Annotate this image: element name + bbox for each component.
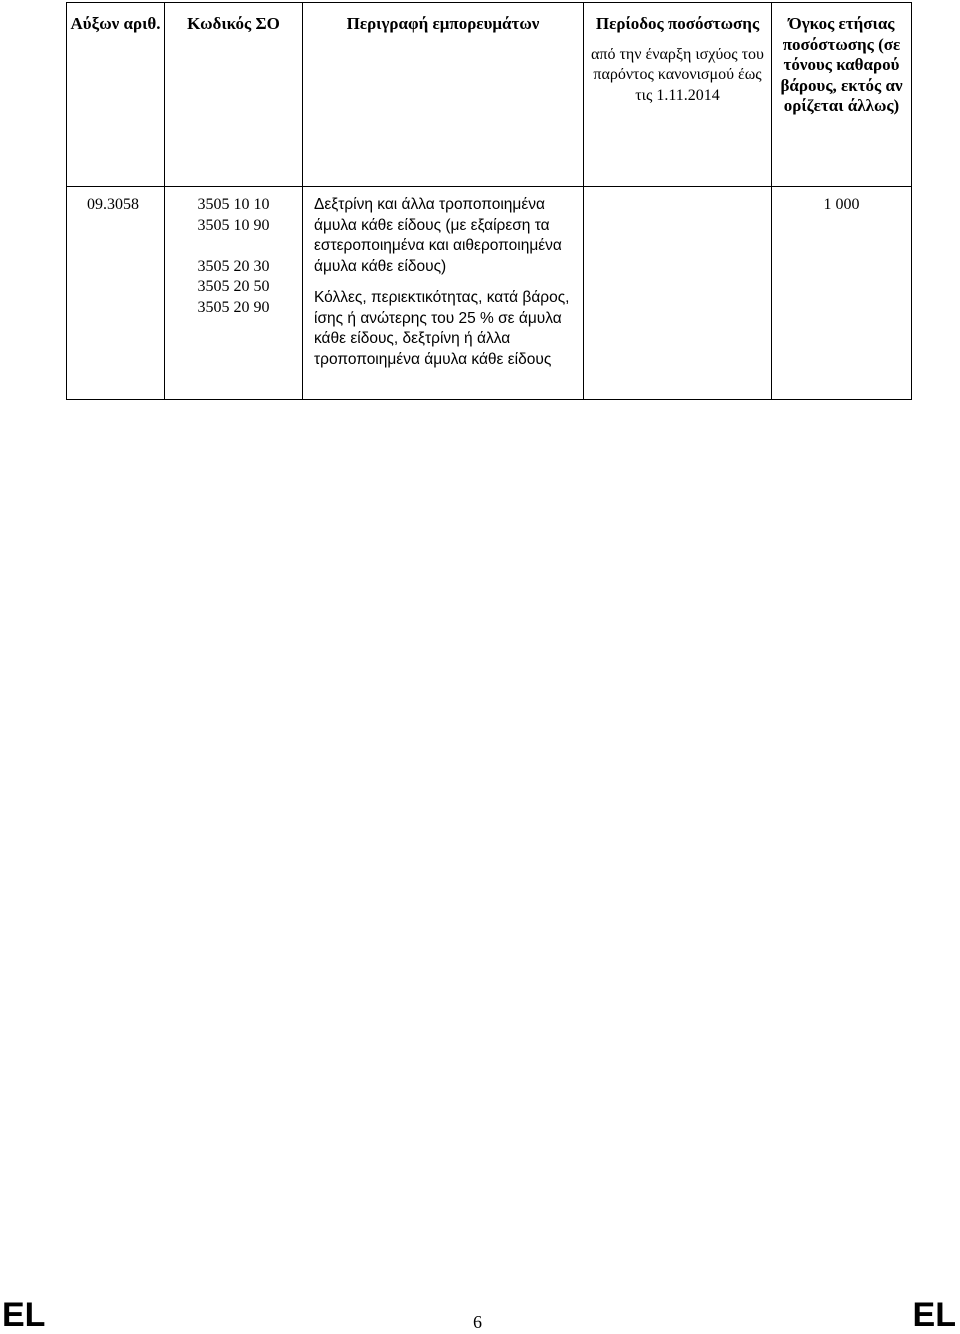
volume-cell: 1 000: [772, 187, 912, 400]
footer-language-code-left: EL: [2, 1296, 46, 1334]
header-period: [584, 3, 772, 187]
cn-code: 3505 20 90: [197, 298, 270, 316]
cn-code: 3505 10 10: [197, 196, 270, 213]
page-number: 6: [473, 1312, 482, 1332]
cn-code: 3505 10 90: [197, 216, 270, 234]
quota-table-container: [66, 2, 911, 400]
serial-number-cell: 09.3058: [67, 187, 165, 400]
header-description: Περιγραφή εμπορευμάτων: [303, 3, 584, 187]
cn-code: 3505 20 30: [197, 257, 270, 275]
header-period-title: Περίοδος ποσόστωσης: [595, 14, 760, 33]
description-paragraph: Δεξτρίνη και άλλα τροποποιημένα άμυλα κάθε είδους (με εξαίρεση τα εστεροποιημένα και αιθεροποιημένα άμυλα κάθε είδους): [314, 196, 562, 275]
header-period-subtitle: από την έναρξη ισχύος του παρόντος κανονισμού έως τις 1.11.2014: [591, 45, 764, 104]
table-row: [67, 187, 912, 400]
header-serial: Αύξων αριθ.: [67, 3, 165, 187]
footer-language-code-right: EL: [912, 1296, 956, 1334]
quota-table: [66, 2, 912, 400]
description-paragraph: Κόλλες, περιεκτικότητας, κατά βάρος, ίσης ή ανώτερης του 25 % σε άμυλα κάθε είδους, δεξτρίνη ή άλλα τροποποιημένα άμυλα κάθε είδους: [314, 289, 570, 368]
header-cn-code: Κωδικός ΣΟ: [165, 3, 303, 187]
header-volume: Όγκος ετήσιας ποσόστωσης (σε τόνους καθαρού βάρους, εκτός αν ορίζεται άλλως): [772, 3, 912, 187]
description-cell: [303, 187, 584, 400]
cn-code: 3505 20 50: [197, 278, 270, 295]
period-cell: [584, 187, 772, 400]
cn-code-spacer: [165, 236, 302, 257]
cn-codes-cell: [165, 187, 303, 400]
header-row: [67, 3, 912, 187]
